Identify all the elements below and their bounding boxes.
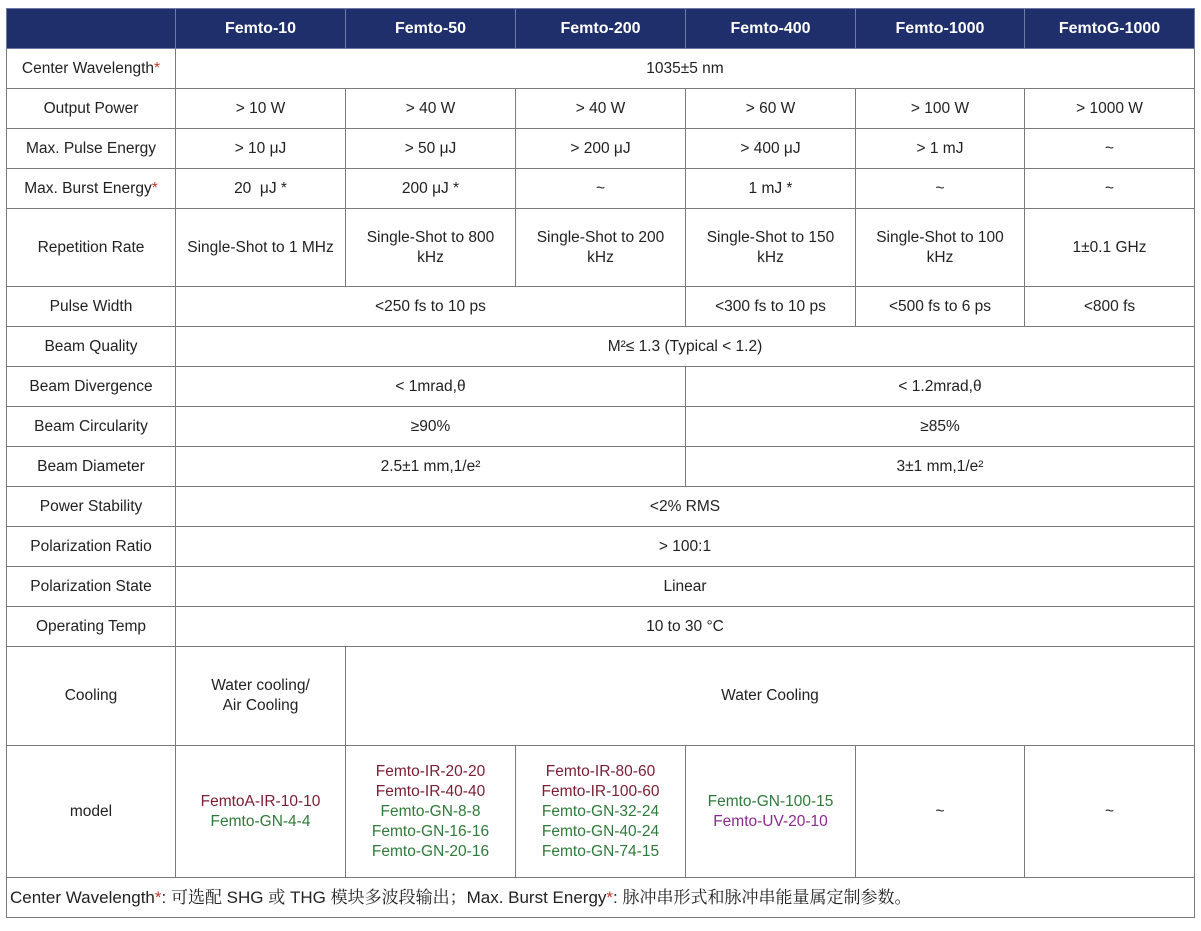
model-name: Femto-IR-80-60 — [545, 762, 656, 780]
row-label: Max. Pulse Energy — [7, 129, 176, 169]
header-femto-50: Femto-50 — [346, 9, 516, 49]
cell-value: Linear — [176, 567, 1195, 607]
cell-value: <800 fs — [1025, 287, 1195, 327]
cell-value: 2.5±1 mm,1/e² — [176, 447, 686, 487]
row-label: model — [7, 746, 176, 878]
cell-value: > 10 W — [176, 89, 346, 129]
row-operating-temp — [7, 607, 1195, 647]
cell-value: M²≤ 1.3 (Typical < 1.2) — [176, 327, 1195, 367]
cell-value: 1035±5 nm — [176, 49, 1195, 89]
footnote: Center Wavelength*: 可选配 SHG 或 THG 模块多波段输出；Max. Burst Energy*: 脉冲串形式和脉冲串能量属定制参数。 — [7, 878, 1195, 918]
row-label: Polarization State — [7, 567, 176, 607]
model-name: Femto-GN-4-4 — [210, 812, 311, 830]
row-label: Repetition Rate — [7, 209, 176, 287]
cell-value: Single-Shot to 800 kHz — [346, 209, 516, 287]
model-cell — [686, 746, 856, 878]
row-label: Max. Burst Energy* — [7, 169, 176, 209]
row-center-wavelength — [7, 49, 1195, 89]
cell-value: ~ — [1025, 129, 1195, 169]
cell-value: <500 fs to 6 ps — [856, 287, 1025, 327]
model-name: Femto-GN-40-24 — [541, 822, 660, 840]
model-name: Femto-UV-20-10 — [713, 812, 828, 830]
asterisk-mark: * — [154, 59, 161, 77]
row-beam-circularity — [7, 407, 1195, 447]
model-name: Femto-GN-16-16 — [371, 822, 490, 840]
model-name: FemtoA-IR-10-10 — [200, 792, 321, 810]
asterisk-mark: * — [151, 179, 158, 197]
model-name: Femto-GN-74-15 — [541, 842, 660, 860]
row-label: Beam Divergence — [7, 367, 176, 407]
row-label: Beam Diameter — [7, 447, 176, 487]
cell-value: > 1000 W — [1025, 89, 1195, 129]
cell-value: <250 fs to 10 ps — [176, 287, 686, 327]
cell-value: ≥85% — [686, 407, 1195, 447]
row-label: Beam Circularity — [7, 407, 176, 447]
cell-value: > 400 μJ — [686, 129, 856, 169]
cooling-line: Air Cooling — [222, 697, 299, 714]
model-name: Femto-GN-100-15 — [707, 792, 834, 810]
row-label: Operating Temp — [7, 607, 176, 647]
cell-value: Single-Shot to 200 kHz — [516, 209, 686, 287]
cell-value: > 60 W — [686, 89, 856, 129]
cell-value: > 1 mJ — [856, 129, 1025, 169]
cell-value: Water Cooling — [346, 647, 1195, 746]
header-femto-1000: Femto-1000 — [856, 9, 1025, 49]
cell-value: ~ — [516, 169, 686, 209]
row-cooling — [7, 647, 1195, 746]
cell-value: ~ — [856, 169, 1025, 209]
asterisk-mark: * — [154, 887, 162, 907]
cell-value: > 100 W — [856, 89, 1025, 129]
asterisk-mark: * — [606, 887, 614, 907]
cell-value: 1±0.1 GHz — [1025, 209, 1195, 287]
cell-value: > 10 μJ — [176, 129, 346, 169]
cell-value: > 100:1 — [176, 527, 1195, 567]
cooling-line: Water cooling/ — [211, 677, 310, 694]
cell-value: ~ — [1025, 169, 1195, 209]
row-polarization-ratio — [7, 527, 1195, 567]
cell-value: > 200 μJ — [516, 129, 686, 169]
row-pulse-width — [7, 287, 1195, 327]
row-beam-quality — [7, 327, 1195, 367]
cell-value: 10 to 30 °C — [176, 607, 1195, 647]
cell-value: > 50 μJ — [346, 129, 516, 169]
cell-value: Single-Shot to 100 kHz — [856, 209, 1025, 287]
model-cell — [516, 746, 686, 878]
row-label: Polarization Ratio — [7, 527, 176, 567]
cell-value: <300 fs to 10 ps — [686, 287, 856, 327]
cell-value: 200 μJ * — [346, 169, 516, 209]
model-cell — [176, 746, 346, 878]
row-max-burst-energy — [7, 169, 1195, 209]
model-cell: ~ — [1025, 746, 1195, 878]
row-output-power — [7, 89, 1195, 129]
row-label: Cooling — [7, 647, 176, 746]
model-name: Femto-IR-40-40 — [375, 782, 486, 800]
cell-value: 3±1 mm,1/e² — [686, 447, 1195, 487]
cell-value: < 1mrad,θ — [176, 367, 686, 407]
cell-value: 1 mJ * — [686, 169, 856, 209]
cell-value: Single-Shot to 150 kHz — [686, 209, 856, 287]
model-cell: ~ — [856, 746, 1025, 878]
row-polarization-state — [7, 567, 1195, 607]
spec-table — [6, 8, 1195, 918]
cell-value: ≥90% — [176, 407, 686, 447]
cell-value — [176, 647, 346, 746]
cell-value: < 1.2mrad,θ — [686, 367, 1195, 407]
model-name: Femto-IR-100-60 — [541, 782, 660, 800]
model-cell — [346, 746, 516, 878]
cell-value: > 40 W — [516, 89, 686, 129]
row-label: Pulse Width — [7, 287, 176, 327]
row-label: Power Stability — [7, 487, 176, 527]
cell-value: <2% RMS — [176, 487, 1195, 527]
row-repetition-rate — [7, 209, 1195, 287]
model-name: Femto-GN-20-16 — [371, 842, 490, 860]
row-model — [7, 746, 1195, 878]
header-row — [7, 9, 1195, 49]
cell-value: > 40 W — [346, 89, 516, 129]
model-name: Femto-IR-20-20 — [375, 762, 486, 780]
row-label: Center Wavelength* — [7, 49, 176, 89]
model-name: Femto-GN-32-24 — [541, 802, 660, 820]
header-blank — [7, 9, 176, 49]
row-power-stability — [7, 487, 1195, 527]
model-name: Femto-GN-8-8 — [380, 802, 481, 820]
row-beam-diameter — [7, 447, 1195, 487]
cell-value: Single-Shot to 1 MHz — [176, 209, 346, 287]
row-max-pulse-energy — [7, 129, 1195, 169]
row-footnote — [7, 878, 1195, 918]
row-label: Output Power — [7, 89, 176, 129]
header-femto-400: Femto-400 — [686, 9, 856, 49]
header-femto-200: Femto-200 — [516, 9, 686, 49]
row-label: Beam Quality — [7, 327, 176, 367]
header-femto-10: Femto-10 — [176, 9, 346, 49]
row-beam-divergence — [7, 367, 1195, 407]
cell-value: 20 μJ * — [176, 169, 346, 209]
header-femtog-1000: FemtoG-1000 — [1025, 9, 1195, 49]
